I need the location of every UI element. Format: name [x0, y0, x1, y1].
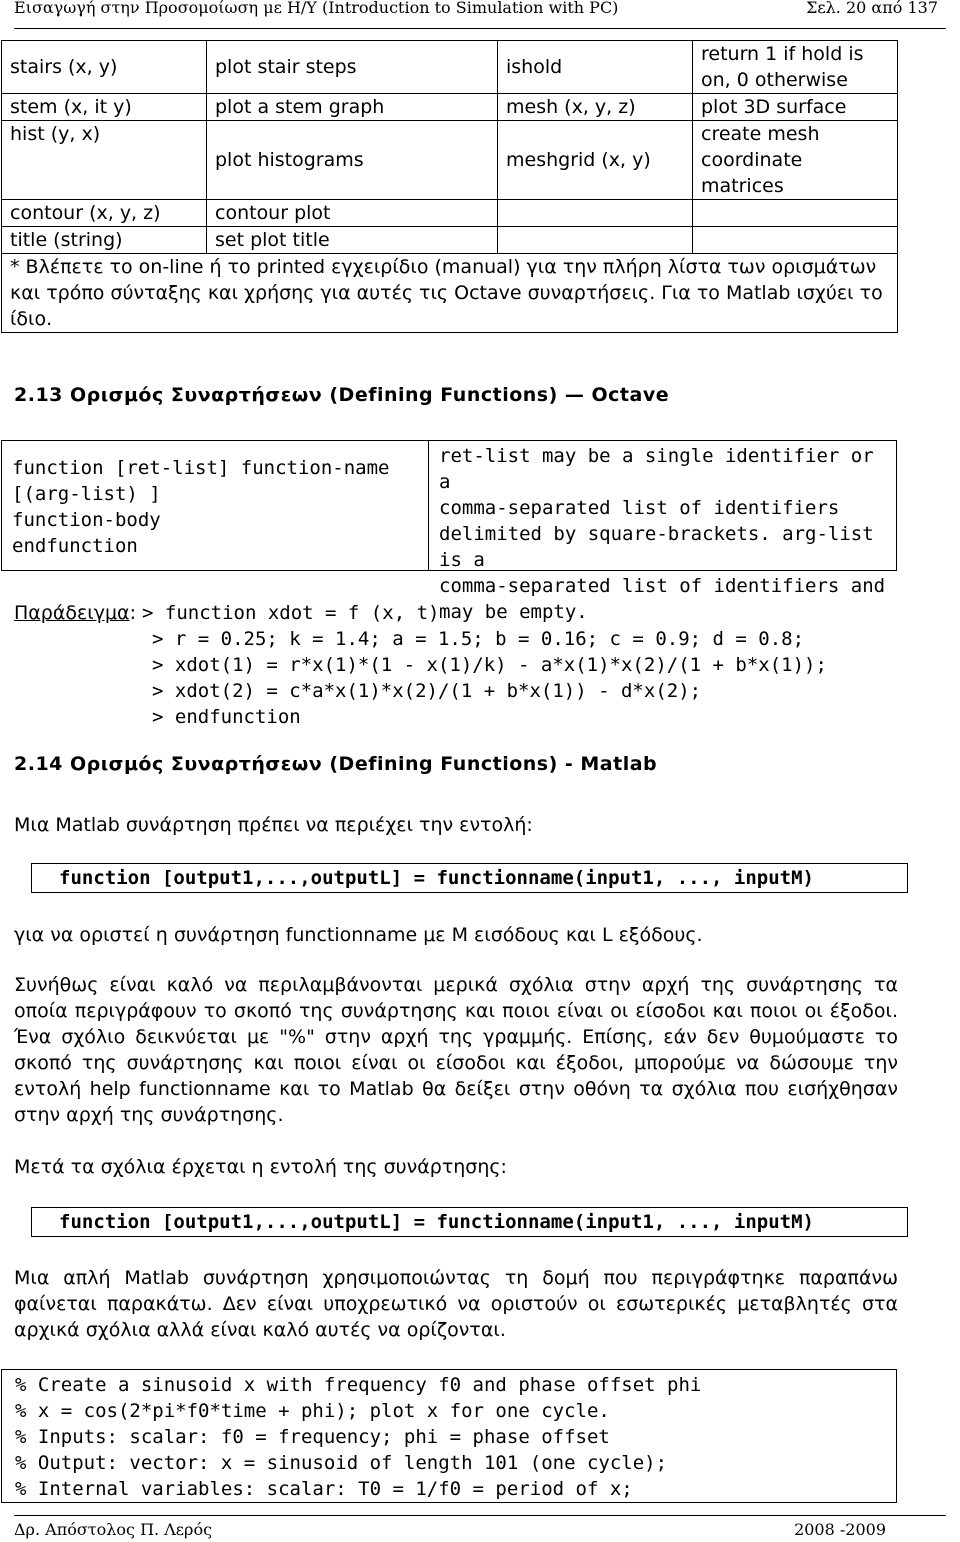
- section-title-2-13: 2.13 Ορισμός Συναρτήσεων (Defining Functions) — Octave: [14, 384, 670, 406]
- table-row: [2, 94, 898, 121]
- table-row: [2, 200, 898, 227]
- paragraph: για να οριστεί η συνάρτηση functionname με M εισόδους και L εξόδους.: [14, 924, 703, 946]
- table-cell: plot 3D surface: [693, 94, 898, 121]
- example-block: Παράδειγμα: > function xdot = f (x, t) > r = 0.25; k = 1.4; a = 1.5; b = 0.16; c = 0.9; d = 0.8; > xdot(1) = r*x(1)*(1 - x(1)/k) - a*x(1)*x(2)/(1 + b*x(1)); > xdot(2) = c*a*x(1)*x(2)/(1 + b*x(1)) - d*x(2); > endfunction: [14, 602, 827, 728]
- code-line: % Inputs: scalar: f0 = frequency; phi = phase offset: [15, 1426, 610, 1448]
- syntax-line: [(arg-list) ]: [12, 483, 161, 505]
- page-number: Σελ. 20 από 137: [806, 0, 938, 17]
- code-line: % Internal variables: scalar: T0 = 1/f0 = period of x;: [15, 1478, 633, 1500]
- table-cell: plot stair steps: [207, 41, 498, 94]
- syntax-line: endfunction: [12, 535, 138, 557]
- matlab-syntax-box: function [output1,...,outputL] = functionname(input1, ..., inputM): [31, 1207, 908, 1237]
- table-cell: mesh (x, y, z): [498, 94, 693, 121]
- code-line: % x = cos(2*pi*f0*time + phi); plot x for one cycle.: [15, 1400, 610, 1422]
- paragraph: Συνήθως είναι καλό να περιλαμβάνονται μερικά σχόλια στην αρχή της συνάρτησης τα οποία περιγράφουν το σκοπό της συνάρτησης και ποιοι είναι οι είσοδοι και ποιοι οι έξοδοι. Ένα σχόλιο δεικνύεται με "%" στην αρχή της γραμμής. Επίσης, εάν δεν θυμούμαστε το σκοπό της συνάρτησης και ποιοι είναι οι είσοδοι και έξοδοι, μπορούμε να δώσουμε την εντολή help functionname και το Matlab θα δείξει στην οθόνη τα σχόλια που εισήχθησαν στην αρχή της συνάρτησης.: [14, 974, 898, 1126]
- table-cell: [693, 227, 898, 254]
- syntax-line: function-body: [12, 509, 161, 531]
- paragraph: Μια Matlab συνάρτηση πρέπει να περιέχει την εντολή:: [14, 814, 533, 836]
- table-cell: stairs (x, y): [2, 41, 207, 94]
- table-row: [2, 121, 898, 200]
- section-title-2-14: 2.14 Ορισμός Συναρτήσεων (Defining Functions) - Matlab: [14, 753, 658, 775]
- page-header: [14, 0, 946, 29]
- description-line: comma-separated list of identifiers and: [439, 575, 886, 597]
- syntax-column: [2, 441, 429, 570]
- example-code-line: > xdot(2) = c*a*x(1)*x(2)/(1 + b*x(1)) - d*x(2);: [152, 680, 702, 702]
- table-cell: hist (y, x): [2, 121, 207, 200]
- syntax-line: function [ret-list] function-name: [12, 457, 390, 479]
- example-code-line: > endfunction: [152, 706, 301, 728]
- table-cell: set plot title: [207, 227, 498, 254]
- description-line: delimited by square-brackets. arg-list is a: [439, 523, 874, 571]
- code-line: % Create a sinusoid x with frequency f0 and phase offset phi: [15, 1374, 702, 1396]
- footer-years: 2008 -2009: [794, 1520, 886, 1539]
- example-code-line: > xdot(1) = r*x(1)*(1 - x(1)/k) - a*x(1)*x(2)/(1 + b*x(1));: [152, 654, 827, 676]
- page-footer: [14, 1515, 946, 1540]
- example-label: Παράδειγμα: [14, 602, 130, 624]
- description-line: comma-separated list of identifiers: [439, 497, 840, 519]
- paragraph: Μετά τα σχόλια έρχεται η εντολή της συνάρτησης:: [14, 1156, 507, 1178]
- table-note-row: [2, 254, 898, 333]
- plot-commands-table: [1, 40, 898, 333]
- code-listing: [1, 1369, 897, 1503]
- table-cell: [498, 200, 693, 227]
- table-cell: stem (x, it y): [2, 94, 207, 121]
- table-cell: contour (x, y, z): [2, 200, 207, 227]
- code-line: % Output: vector: x = sinusoid of length 101 (one cycle);: [15, 1452, 668, 1474]
- example-code-line: > function xdot = f (x, t): [142, 602, 440, 624]
- matlab-syntax-box: function [output1,...,outputL] = functionname(input1, ..., inputM): [31, 863, 908, 893]
- table-cell: contour plot: [207, 200, 498, 227]
- table-cell: title (string): [2, 227, 207, 254]
- table-cell: plot a stem graph: [207, 94, 498, 121]
- example-code-line: > r = 0.25; k = 1.4; a = 1.5; b = 0.16; c = 0.9; d = 0.8;: [152, 628, 805, 650]
- table-cell: return 1 if hold is on, 0 otherwise: [693, 41, 898, 94]
- table-cell: ishold: [498, 41, 693, 94]
- description-line: may be empty.: [439, 601, 588, 623]
- table-cell: [498, 227, 693, 254]
- table-row: [2, 41, 898, 94]
- description-line: ret-list may be a single identifier or a: [439, 445, 874, 493]
- footer-author: Δρ. Απόστολος Π. Λερός: [14, 1520, 213, 1539]
- table-cell: create mesh coordinate matrices: [693, 121, 898, 200]
- table-row: [2, 227, 898, 254]
- description-column: [429, 441, 896, 623]
- table-cell: meshgrid (x, y): [498, 121, 693, 200]
- header-title: Εισαγωγή στην Προσομοίωση με Η/Υ (Introduction to Simulation with PC): [14, 0, 619, 17]
- table-note: * Βλέπετε το on-line ή το printed εγχειρίδιο (manual) για την πλήρη λίστα των ορισμάτων και τρόπο σύνταξης και χρήσης για αυτές τις Octave συναρτήσεις. Για το Matlab ισχύει το ίδιο.: [2, 254, 898, 333]
- table-cell: [693, 200, 898, 227]
- table-cell: plot histograms: [207, 121, 498, 200]
- paragraph: Μια απλή Matlab συνάρτηση χρησιμοποιώντας τη δομή που περιγράφτηκε παραπάνω φαίνεται παρακάτω. Δεν είναι υποχρεωτικό να οριστούν οι εσωτερικές μεταβλητές στα αρχικά σχόλια αλλά είναι καλό αυτές να ορίζονται.: [14, 1267, 898, 1341]
